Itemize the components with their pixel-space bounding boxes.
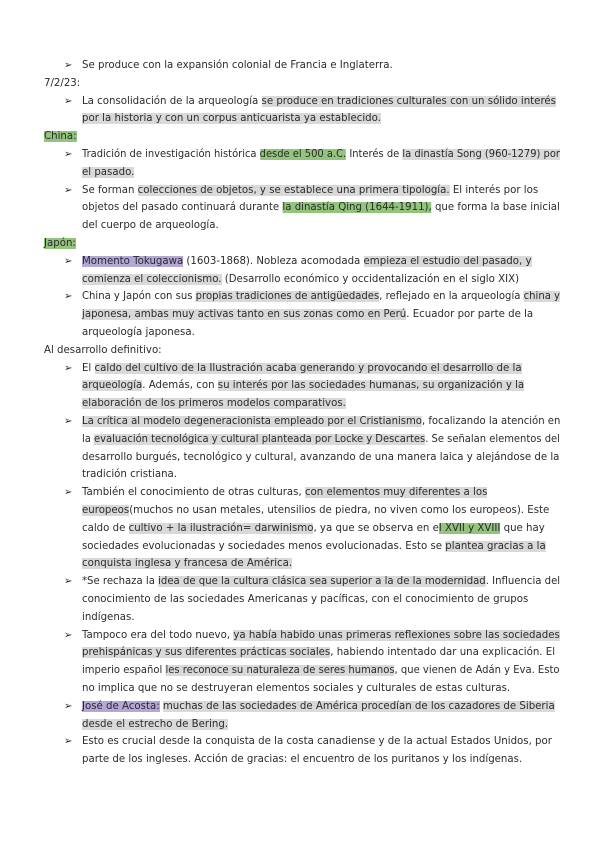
text-run: 7/2/23:: [44, 77, 81, 89]
section-heading-line: [44, 235, 76, 252]
highlighted-text: muchas de las sociedades de América procedían de los cazadores de Siberia: [162, 700, 555, 712]
text-run: . Además, con: [142, 380, 218, 392]
bullet-text-line: [82, 502, 549, 519]
bullet-text-line: [82, 110, 381, 127]
highlighted-text: comienza el coleccionismo.: [82, 273, 222, 285]
bullet-text-line: [82, 591, 528, 608]
arrowhead-bullet-icon: ➢: [64, 736, 73, 748]
section-heading-line: [44, 75, 80, 92]
highlighted-text: por la historia y con un corpus anticuarista ya establecido.: [82, 113, 381, 125]
bullet-text-line: [82, 484, 487, 501]
text-run: del cuerpo de arqueología.: [82, 220, 219, 232]
text-run: (muchos no usan metales, utensilios de piedra, no viven como los europeos). Este: [129, 505, 550, 516]
bullet-text-line: [82, 324, 195, 341]
bullet-text-line: [82, 271, 519, 288]
arrowhead-bullet-icon: ➢: [64, 184, 73, 196]
text-run: . Se señalan elementos del: [425, 433, 560, 445]
text-run: Se produce con la expansión colonial de Francia e Inglaterra.: [82, 60, 393, 71]
bullet-text-line: [82, 466, 177, 483]
arrowhead-bullet-icon: ➢: [64, 576, 73, 588]
text-run: Tradición de investigación histórica: [82, 149, 260, 160]
text-run: (1603-1868). Nobleza acomodada: [183, 255, 364, 267]
bullet-text-line: [82, 253, 532, 270]
highlighted-text: empieza el estudio del pasado, y: [363, 255, 532, 267]
bullet-text-line: [82, 199, 560, 216]
highlighted-text: prehispánicas y sus diferentes prácticas sociales: [82, 647, 331, 659]
highlighted-text: la dinastía Song (960-1279) por: [402, 149, 560, 160]
highlighted-text: propias tradiciones de antigüedades: [195, 291, 380, 303]
arrowhead-bullet-icon: ➢: [64, 487, 73, 499]
bullet-text-line: [82, 733, 552, 750]
arrowhead-bullet-icon: ➢: [64, 416, 73, 427]
arrowhead-bullet-icon: ➢: [64, 149, 73, 160]
bullet-text-line: [82, 377, 524, 394]
arrowhead-bullet-icon: ➢: [64, 362, 73, 374]
arrowhead-bullet-icon: ➢: [64, 60, 73, 71]
arrowhead-bullet-icon: ➢: [64, 255, 73, 267]
bullet-text-line: [82, 413, 560, 430]
text-run: El: [82, 362, 95, 374]
highlighted-text: l XVII y XVIII: [438, 522, 501, 534]
bullet-text-line: [82, 644, 555, 661]
text-run: , ya que se observa en e: [313, 522, 439, 534]
bullet-text-line: [82, 360, 522, 377]
highlighted-text: se produce en tradiciones culturales con un sólido interés: [261, 95, 556, 107]
bullet-text-line: [82, 680, 510, 697]
arrowhead-bullet-icon: ➢: [64, 95, 73, 107]
text-run: Tampoco era del todo nuevo,: [82, 629, 234, 641]
highlighted-text: japonesa, ambas muy activas tanto en sus zonas como en Perú: [82, 309, 407, 321]
arrowhead-bullet-icon: ➢: [64, 629, 73, 641]
highlighted-text: china y: [523, 291, 561, 303]
bullet-text-line: [82, 698, 555, 715]
bullet-text-line: [82, 555, 292, 572]
section-heading-line: [44, 342, 162, 359]
bullet-text-line: [82, 751, 522, 768]
text-run: Al desarrollo definitivo:: [44, 344, 162, 356]
highlighted-text: elaboración de los primeros modelos comparativos.: [82, 398, 346, 410]
bullet-text-line: [82, 395, 346, 412]
bullet-text-line: [82, 146, 560, 163]
bullet-text-line: [82, 431, 560, 448]
highlighted-text: desde el estrecho de Bering.: [82, 718, 229, 730]
text-run: Esto es crucial desde la conquista de la costa canadiense y de la actual Estados Unidos, por: [82, 736, 552, 748]
text-run: conocimiento de las sociedades Americanas y pacíficas, con el conocimiento de grupos: [82, 594, 529, 605]
bullet-text-line: [82, 93, 556, 110]
text-run: Se forman: [82, 184, 138, 196]
highlighted-text: el pasado.: [82, 166, 135, 178]
text-run: no implica que no se destruyeran elementos sociales y culturales de estas culturas.: [82, 683, 511, 694]
highlighted-text: plantea gracias a la: [445, 540, 546, 552]
text-run: , que vienen de Adán y Eva. Esto: [394, 665, 560, 677]
text-run: . Ecuador por parte de la: [406, 309, 534, 321]
highlighted-text: caldo del cultivo de la Ilustración acaba generando y provocando el desarrollo de la: [94, 362, 522, 374]
text-run: , focalizando la atención en: [421, 416, 561, 427]
highlighted-text: arqueología: [82, 380, 143, 392]
highlighted-text: desde el 500 a.C.: [259, 149, 347, 160]
highlighted-text: cultivo + la ilustración= darwinismo: [128, 522, 314, 534]
highlighted-text: José de Acosta:: [82, 700, 160, 712]
bullet-text-line: [82, 57, 393, 74]
text-run: tradición cristiana.: [82, 469, 178, 481]
text-run: *Se rechaza la: [82, 576, 159, 588]
bullet-text-line: [82, 716, 228, 733]
text-run: , habiendo intentado dar una explicación. El: [330, 647, 556, 659]
text-run: El interés por los: [449, 184, 539, 196]
highlighted-text: europeos: [82, 505, 130, 516]
text-run: indígenas.: [82, 611, 135, 623]
text-run: la: [82, 433, 95, 445]
text-run: China y Japón con sus: [82, 291, 196, 303]
bullet-text-line: [82, 449, 559, 466]
text-run: También el conocimiento de otras culturas,: [82, 487, 305, 499]
text-run: desarrollo burgués, tecnológico y cultural, avanzando de una manera laica y alejándose de la: [82, 451, 560, 463]
bullet-text-line: [82, 573, 560, 590]
highlighted-text: la dinastía Qing (1644-1911),: [282, 202, 432, 214]
section-heading-line: [44, 128, 77, 145]
highlighted-text: les reconoce su naturaleza de seres humanos: [165, 665, 395, 677]
arrowhead-bullet-icon: ➢: [64, 291, 73, 303]
text-run: parte de los ingleses. Acción de gracias: el encuentro de los puritanos y los indígenas.: [82, 754, 523, 766]
highlighted-text: idea de que la cultura clásica sea superior a la de la modernidad: [158, 576, 486, 588]
bullet-text-line: [82, 627, 560, 644]
bullet-text-line: [82, 609, 135, 626]
highlighted-text: China:: [44, 131, 77, 143]
arrowhead-bullet-icon: ➢: [64, 700, 73, 712]
highlighted-text: La crítica al modelo degeneracionista empleado por el Cristianismo: [82, 416, 422, 427]
text-run: La consolidación de la arqueología: [82, 95, 262, 107]
text-run: objetos del pasado continuará durante: [82, 202, 283, 214]
text-run: que forma la base inicial: [431, 202, 560, 214]
highlighted-text: evaluación tecnológica y cultural planteada por Locke y Descartes: [94, 433, 426, 445]
text-run: (Desarrollo económico y occidentalización en el siglo XIX): [221, 273, 520, 285]
bullet-text-line: [82, 288, 560, 305]
highlighted-text: Japón:: [44, 238, 76, 249]
bullet-text-line: [82, 520, 545, 537]
text-run: . Influencia del: [485, 576, 561, 588]
bullet-text-line: [82, 217, 219, 234]
bullet-text-line: [82, 538, 546, 555]
highlighted-text: colecciones de objetos, y se establece una primera tipología.: [137, 184, 450, 196]
text-run: , reflejado en la arqueología: [379, 291, 524, 303]
text-run: Interés de: [346, 149, 403, 160]
highlighted-text: Momento Tokugawa: [82, 255, 184, 267]
text-run: que hay: [500, 522, 545, 534]
text-run: sociedades evolucionadas y sociedades menos evolucionadas. Esto se: [82, 540, 446, 552]
text-run: arqueología japonesa.: [82, 327, 195, 338]
highlighted-text: ya había habido unas primeras reflexiones sobre las sociedades: [233, 629, 560, 641]
highlighted-text: con elementos muy diferentes a los: [304, 487, 488, 499]
highlighted-text: conquista inglesa y francesa de América.: [82, 558, 293, 570]
highlighted-text: su interés por las sociedades humanas, su organización y la: [217, 380, 525, 392]
bullet-text-line: [82, 306, 533, 323]
text-run: caldo de: [82, 522, 129, 534]
text-run: imperio español: [82, 665, 166, 677]
bullet-text-line: [82, 164, 134, 181]
bullet-text-line: [82, 662, 559, 679]
bullet-text-line: [82, 182, 538, 199]
